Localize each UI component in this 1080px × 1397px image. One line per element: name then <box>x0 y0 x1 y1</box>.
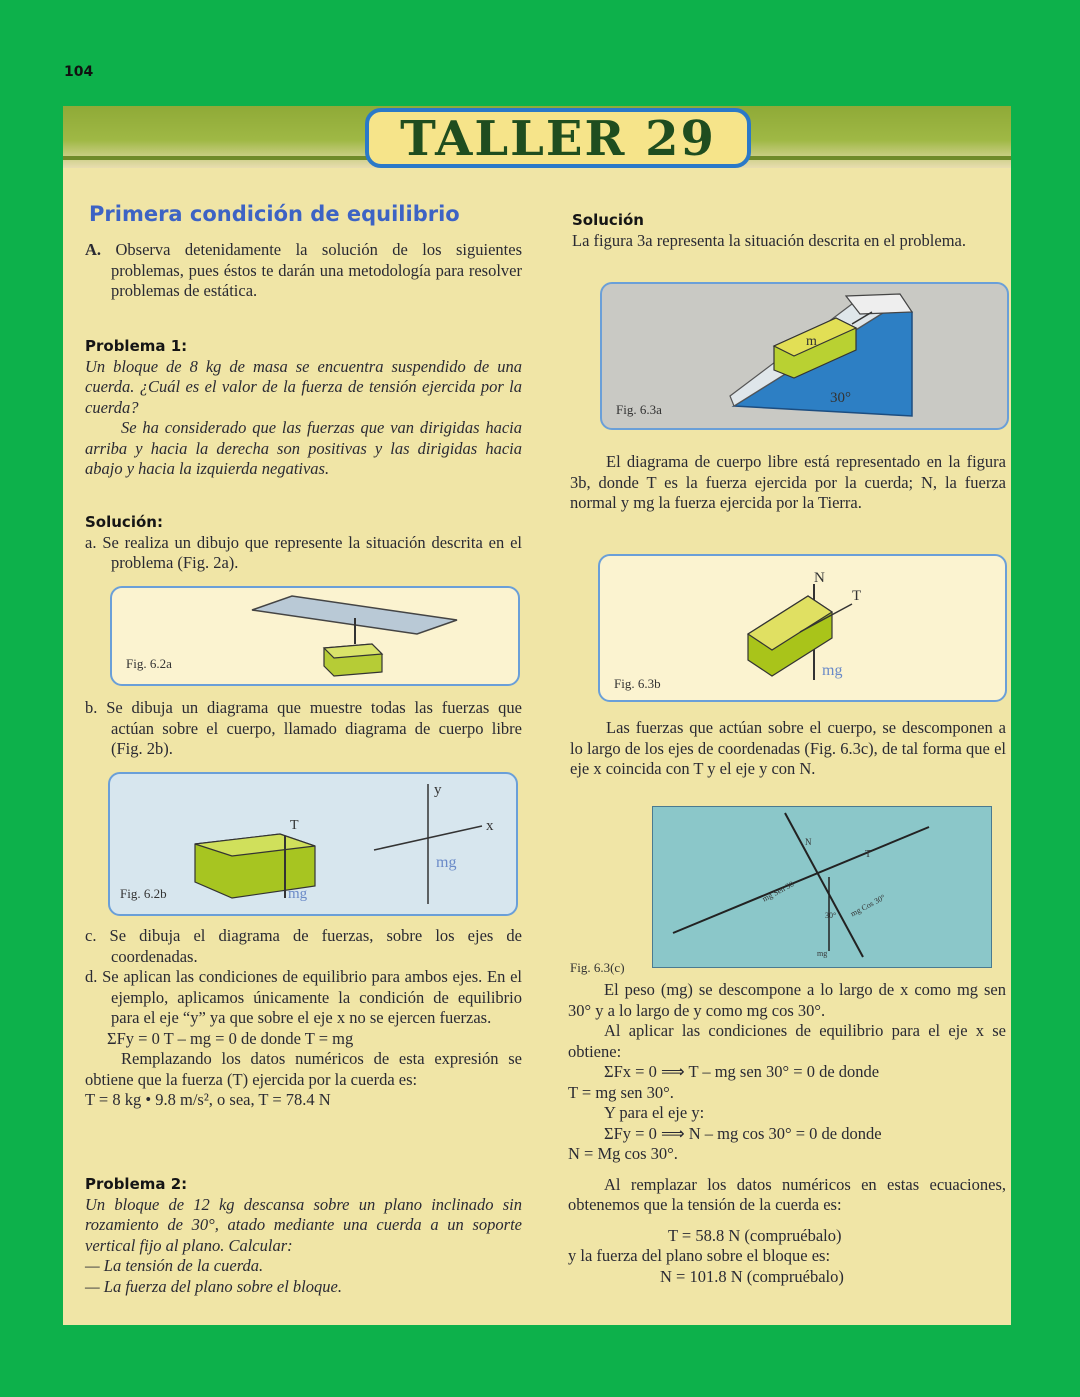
fig-6-3a-label: Fig. 6.3a <box>616 402 662 417</box>
equation-x: ΣFx = 0 ⟹ T – mg sen 30° = 0 de donde <box>604 1062 880 1081</box>
problem-2-item-2: — La fuerza del plano sobre el bloque. <box>85 1276 342 1296</box>
problem-1-text: Un bloque de 8 kg de masa se encuentra suspendido de una cuerda. ¿Cuál es el valor de la fuerza de tensión ejercida por la cuerda? <box>85 356 522 417</box>
page-title: TALLER 29 <box>365 108 751 168</box>
step-c: c. Se dibuja el diagrama de fuerzas, sobre los ejes de coordenadas. <box>85 926 522 966</box>
mg-cos-label: mg Cos 30° <box>849 892 887 919</box>
free-body-diagram-3b <box>600 556 1005 700</box>
steps-cd-block <box>85 926 522 1111</box>
figure-6-3c <box>652 806 992 968</box>
normal-result: N = 101.8 N (compruébalo) <box>660 1266 844 1286</box>
peso-text: El peso (mg) se descompone a lo largo de x como mg sen 30° y a lo largo de y como mg cos 30°. <box>568 980 1006 1020</box>
tension-label: T <box>290 818 299 833</box>
normal-3c-label: N <box>805 837 812 847</box>
section-heading: Primera condición de equilibrio <box>89 202 460 226</box>
free-body-diagram-2b <box>110 774 516 914</box>
problem-2-title: Problema 2: <box>85 1175 188 1193</box>
mg-sen-label: mg Sen 30 <box>760 879 796 904</box>
equations-block <box>568 980 1006 1287</box>
worksheet-page <box>63 106 1011 1325</box>
force-components-diagram <box>653 807 991 967</box>
problem-1-title: Problema 1: <box>85 337 188 355</box>
equation-y: ΣFy = 0 ⟹ N – mg cos 30° = 0 de donde <box>604 1123 882 1143</box>
angle-3a-label: 30° <box>830 390 851 406</box>
tension-3c-label: T <box>865 849 872 860</box>
solution-1-block <box>85 512 522 574</box>
angle-3c-label: 30° <box>825 911 837 920</box>
inclined-plane-drawing <box>602 284 1007 428</box>
step-d: d. Se aplican las condiciones de equilibrio para ambos ejes. En el ejemplo, aplicamos únicamente la condición de equilibrio para el eje “y” ya que sobre el eje x no se ejercen fuerzas. <box>85 967 522 1027</box>
apply-text: Al aplicar las condiciones de equilibrio para el eje x se obtiene: <box>568 1021 1006 1061</box>
fig-6-3b-label: Fig. 6.3b <box>614 676 661 691</box>
decomposition-text: Las fuerzas que actúan sobre el cuerpo, se descomponen a lo largo de los ejes de coordenadas (Fig. 6.3c), de tal forma que el eje x coincida con T y el eje y con N. <box>570 718 1006 778</box>
problem-2-block <box>85 1174 522 1297</box>
hanging-block-drawing <box>112 588 518 684</box>
plane-text: y la fuerza del plano sobre el bloque es: <box>568 1246 831 1265</box>
step-b: b. Se dibuja un diagrama que muestre todas las fuerzas que actúan sobre el cuerpo, llamado diagrama de cuerpo libre (Fig. 2b). <box>85 698 522 758</box>
figure-6-2a <box>110 586 520 686</box>
equation-y-result: N = Mg cos 30°. <box>568 1144 678 1163</box>
solution-2-text: La figura 3a representa la situación descrita en el problema. <box>572 230 966 250</box>
figure-6-3a <box>600 282 1009 430</box>
dcl-text: El diagrama de cuerpo libre está representado en la figura 3b, donde T es la fuerza ejercida por la cuerda; N, la fuerza normal y mg la fuerza ejercida por la Tierra. <box>570 452 1006 512</box>
tension-result: T = 58.8 N (compruébalo) <box>668 1225 842 1245</box>
fig-6-2b-label: Fig. 6.2b <box>120 886 167 901</box>
x-axis-label: x <box>486 818 494 834</box>
mass-label: m <box>806 334 817 349</box>
weight-3c-label: mg <box>817 949 828 958</box>
solution-2-block <box>572 210 1008 251</box>
problem-2-text: Un bloque de 12 kg descansa sobre un plano inclinado sin rozamiento de 30°, atado mediante una cuerda a un soporte vertical fijo al plano. Calcular: <box>85 1194 522 1255</box>
intro-text: Observa detenidamente la solución de los siguientes problemas, pues éstos te darán una metodología para resolver problemas de estática. <box>111 240 523 300</box>
problem-1-note: Se ha considerado que las fuerzas que van dirigidas hacia arriba y hacia la derecha son positivas y las dirigidas hacia abajo y hacia la izquierda negativas. <box>85 418 522 478</box>
y-axis-label: y <box>434 782 442 798</box>
weight-label: mg <box>288 886 308 902</box>
fig-6-3c-label: Fig. 6.3(c) <box>570 960 625 975</box>
result-1: T = 8 kg • 9.8 m/s², o sea, T = 78.4 N <box>85 1090 331 1109</box>
step-b-block <box>85 698 522 760</box>
figure-6-3b <box>598 554 1007 702</box>
weight-3b-label: mg <box>822 662 843 679</box>
equation-x-result: T = mg sen 30°. <box>568 1082 674 1102</box>
intro-block <box>85 240 522 302</box>
step-a: a. Se realiza un dibujo que represente la situación descrita en el problema (Fig. 2a). <box>85 532 522 572</box>
y-axis-text: Y para el eje y: <box>604 1103 705 1122</box>
intro-letter: A. <box>85 240 102 259</box>
fig-6-2a-label: Fig. 6.2a <box>126 656 172 671</box>
weight-axis-label: mg <box>436 854 457 871</box>
solution-1-title: Solución: <box>85 513 163 531</box>
y-axis-3c-line <box>785 813 863 957</box>
solution-2-title: Solución <box>572 211 644 229</box>
normal-3b-label: N <box>814 570 825 586</box>
problem-2-item-1: — La tensión de la cuerda. <box>85 1256 264 1275</box>
replace-text: Remplazando los datos numéricos de esta expresión se obtiene que la fuerza (T) ejercida por la cuerda es: <box>85 1049 522 1089</box>
dcl-block <box>570 452 1006 514</box>
decomposition-block <box>570 718 1006 780</box>
tension-3b-label: T <box>852 588 862 604</box>
figure-6-2b <box>108 772 518 916</box>
final-text: Al remplazar los datos numéricos en estas ecuaciones, obtenemos que la tensión de la cuerda es: <box>568 1174 1006 1214</box>
problem-1-block <box>85 336 522 480</box>
page-number: 104 <box>64 64 94 80</box>
equation-1: ΣFy = 0 T – mg = 0 de donde T = mg <box>107 1028 354 1048</box>
